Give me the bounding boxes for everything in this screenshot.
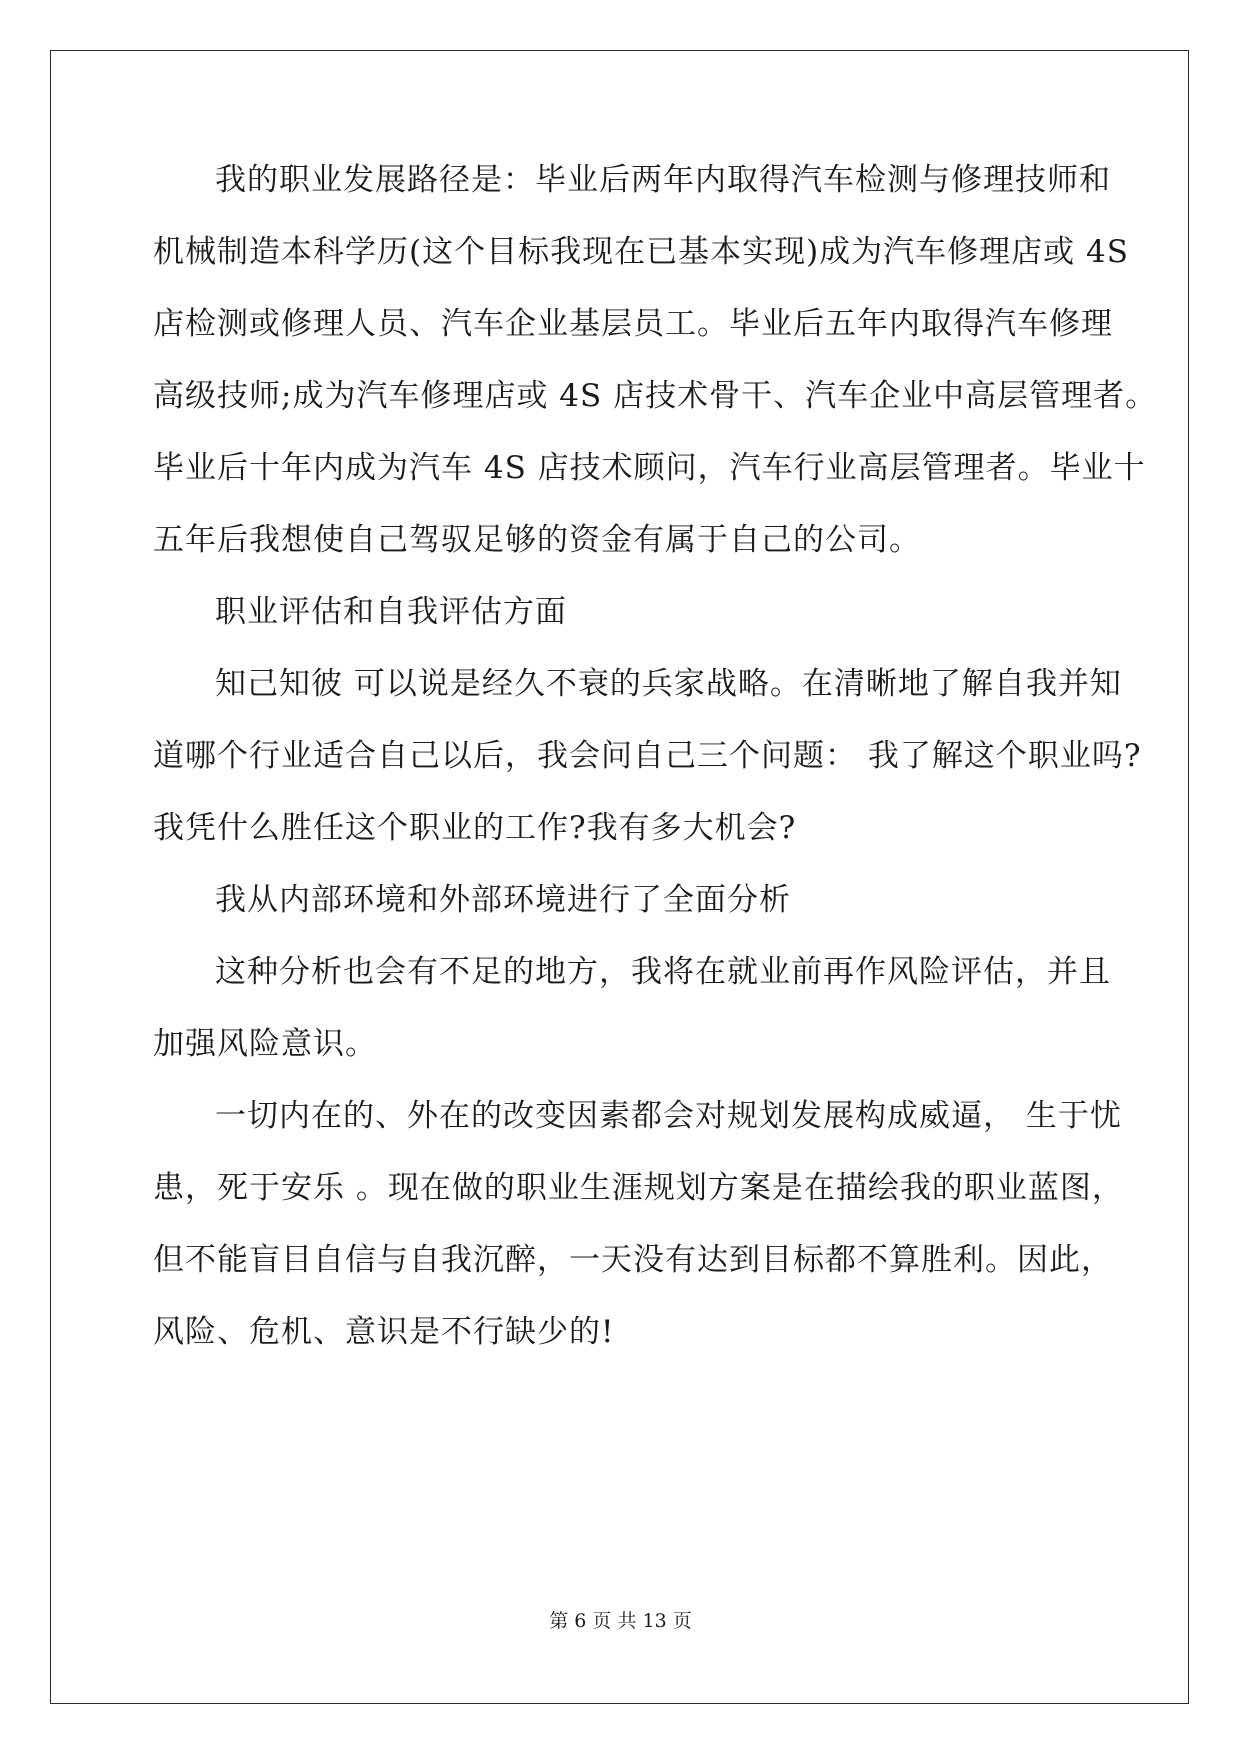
paragraph-line: 患，死于安乐 。现在做的职业生涯规划方案是在描绘我的职业蓝图，: [153, 1170, 1124, 1206]
paragraph-line: 风险、危机、意识是不行缺少的!: [153, 1314, 615, 1350]
paragraph-line: 我的职业发展路径是：毕业后两年内取得汽车检测与修理技师和: [215, 162, 1111, 198]
section-heading: 职业评估和自我评估方面: [215, 594, 567, 630]
paragraph-line: 机械制造本科学历(这个目标我现在已基本实现)成为汽车修理店或 4S: [153, 234, 1129, 270]
paragraph-line: 道哪个行业适合自己以后，我会问自己三个问题： 我了解这个职业吗?: [153, 738, 1142, 774]
paragraph-line: 五年后我想使自己驾驭足够的资金有属于自己的公司。: [153, 522, 921, 558]
paragraph-line: 但不能盲目自信与自我沉醉，一天没有达到目标都不算胜利。因此，: [153, 1242, 1113, 1278]
paragraph-line: 这种分析也会有不足的地方，我将在就业前再作风险评估，并且: [215, 954, 1111, 990]
paragraph-line: 一切内在的、外在的改变因素都会对规划发展构成威逼， 生于忧: [215, 1098, 1122, 1134]
paragraph-line: 高级技师;成为汽车修理店或 4S 店技术骨干、汽车企业中高层管理者。: [153, 378, 1158, 414]
paragraph-line: 加强风险意识。: [153, 1026, 377, 1062]
paragraph-line: 毕业后十年内成为汽车 4S 店技术顾问，汽车行业高层管理者。毕业十: [153, 450, 1146, 486]
paragraph-line: 我从内部环境和外部环境进行了全面分析: [215, 882, 791, 918]
page-border: [50, 50, 1189, 1704]
page-number-footer: 第 6 页 共 13 页: [549, 1610, 692, 1632]
paragraph-line: 知己知彼 可以说是经久不衰的兵家战略。在清晰地了解自我并知: [215, 666, 1122, 702]
paragraph-line: 我凭什么胜任这个职业的工作?我有多大机会?: [153, 810, 797, 846]
paragraph-line: 店检测或修理人员、汽车企业基层员工。毕业后五年内取得汽车修理: [153, 306, 1113, 342]
